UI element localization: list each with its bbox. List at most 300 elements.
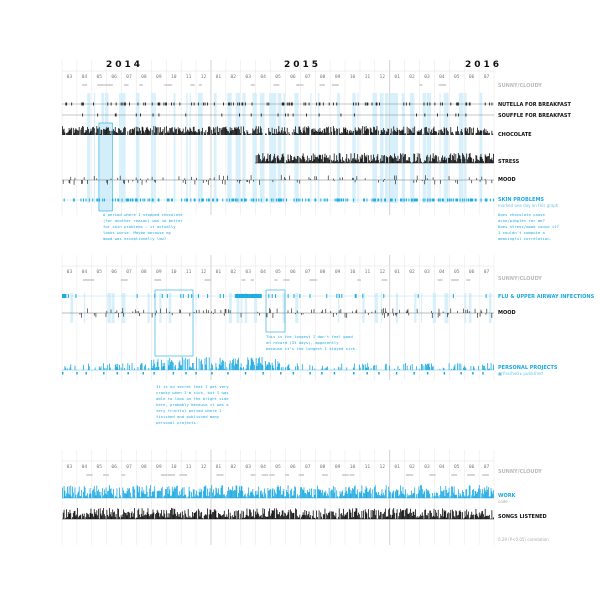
work-bar [283,489,284,498]
chocolate-bar [298,134,299,135]
songs-bar [482,511,483,519]
sunny-cloudy-mark [273,84,279,86]
projects-bar [141,363,142,370]
month-tick-label: 05 [453,465,460,470]
chocolate-bar [211,130,212,135]
chocolate-bar [159,133,160,135]
chocolate-bar [120,130,121,135]
projects-bar [101,366,102,370]
work-bar [111,493,112,498]
skin-mark [335,199,336,202]
mood-p2-bar [368,313,369,315]
work-bar [152,492,153,498]
songs-bar [450,513,451,519]
songs-bar [276,508,277,519]
work-bar [294,491,295,498]
songs-bar [88,514,89,519]
work-bar [95,492,96,498]
work-bar [227,491,228,498]
songs-bar [386,517,387,519]
month-tick-label: 06 [468,270,475,275]
chocolate-bar [346,132,347,135]
projects-bar [484,366,485,370]
skin-mark [242,199,243,202]
p1-label-skin: SKIN PROBLEMS [498,197,545,203]
songs-bar [426,515,427,519]
songs-bar [100,508,101,519]
stress-bar [465,159,466,163]
month-tick-label: 12 [379,75,386,80]
highlight-period [99,123,112,211]
work-bar [305,493,306,498]
chocolate-bar [388,129,389,135]
mood-p2-bar [273,313,274,318]
month-tick-label: 11 [185,465,192,470]
skin-mark [343,199,344,202]
work-bar [354,486,355,498]
mood-p2-bar [384,313,385,318]
chocolate-bar [363,134,364,135]
stress-bar [445,160,446,163]
work-bar [360,493,361,498]
chocolate-bar [79,127,80,135]
chocolate-bar [68,132,69,135]
chocolate-bar [481,131,482,135]
work-bar [376,492,377,498]
chocolate-bar [244,131,245,135]
skin-mark [372,199,373,202]
chocolate-bar [375,130,376,135]
flu-mark [167,294,168,298]
chocolate-bar [473,128,474,135]
work-bar [291,489,292,498]
projects-bar [169,365,170,370]
songs-bar [355,511,356,519]
work-bar [444,490,445,498]
flu-mark [339,294,340,298]
projects-finished-mark [227,372,228,375]
projects-bar [399,369,400,370]
songs-bar [195,512,196,519]
chocolate-bar [100,134,101,135]
chocolate-bar [259,133,260,135]
work-bar [451,486,452,498]
mood-p2-bar [94,313,95,316]
skin-mark [195,199,196,202]
projects-bar [83,365,84,370]
work-bar [85,488,86,498]
projects-bar [376,365,377,370]
mood-bar [117,178,118,180]
stress-bar [270,154,271,163]
songs-bar [323,514,324,519]
chocolate-bar [103,129,104,135]
work-bar [322,490,323,498]
projects-bar [302,364,303,370]
songs-bar [121,515,122,519]
projects-bar [464,365,465,370]
flu-mark [68,294,69,298]
month-tick-label: 12 [379,270,386,275]
nutella-mark [93,103,94,106]
songs-bar [245,517,246,519]
stress-bar [373,155,374,163]
stress-bar [314,159,315,163]
skin-mark [305,199,306,202]
skin-mark [451,199,452,202]
souffle-mark [261,114,262,117]
nutella-mark [456,103,457,106]
work-bar [486,492,487,498]
songs-bar [122,514,123,519]
projects-bar [88,364,89,370]
mood-bar [239,180,240,183]
work-bar [473,489,474,498]
sunny-cloudy-mark [482,474,489,476]
songs-bar [172,508,173,519]
nutella-mark [305,103,306,106]
mood-p2-bar [226,309,227,313]
mood-p2-bar [96,313,97,317]
projects-bar [268,365,269,370]
chocolate-bar [140,131,141,135]
mood-bar [132,180,133,182]
projects-bar [258,358,259,370]
mood-p2-bar [340,309,341,313]
chocolate-bar [325,129,326,135]
songs-bar [272,510,273,519]
stress-bar [486,156,487,163]
sunny-cloudy-mark [438,279,443,281]
work-bar [351,491,352,498]
songs-bar [473,514,474,519]
mood-bar [137,180,138,183]
stress-bar [394,153,395,163]
skin-mark [85,199,86,202]
work-bar [478,488,479,498]
chocolate-bar [108,127,109,135]
work-bar [429,491,430,498]
work-bar [445,486,446,498]
mood-p2-bar [393,309,394,313]
work-bar [403,494,404,498]
projects-finished-mark [413,372,414,375]
chocolate-bar [145,130,146,135]
highlight-stripe [433,293,436,323]
mood-p2-bar [224,313,225,316]
highlight-stripe [84,293,85,323]
chocolate-bar [93,127,94,135]
work-bar [471,495,472,498]
stress-bar [401,155,402,163]
skin-mark [281,199,282,202]
chocolate-bar [85,130,86,135]
stress-bar [389,156,390,163]
work-bar [379,495,380,498]
nutella-mark [166,103,167,106]
work-bar [359,492,360,498]
work-bar [252,489,253,498]
work-bar [337,496,338,498]
songs-bar [427,515,428,519]
chocolate-bar [312,129,313,135]
mood-bar [273,180,274,182]
work-bar [134,489,135,498]
stress-bar [293,160,294,163]
work-bar [257,491,258,498]
work-bar [143,490,144,498]
chocolate-bar [170,128,171,135]
songs-bar [146,515,147,519]
mood-p2-bar [408,309,409,313]
skin-mark [137,199,138,202]
songs-bar [163,510,164,519]
chocolate-bar [472,133,473,135]
projects-bar [459,364,460,370]
work-bar [419,486,420,498]
chocolate-bar [459,134,460,135]
skin-mark [320,199,321,202]
songs-bar [460,510,461,519]
projects-bar [211,364,212,370]
songs-bar [341,513,342,519]
chocolate-bar [309,128,310,135]
chocolate-bar [143,127,144,135]
chocolate-bar [73,128,74,135]
skin-mark [148,199,149,202]
chocolate-bar [292,132,293,135]
flu-mark [180,294,181,298]
stress-bar [464,156,465,163]
chocolate-bar [366,126,367,135]
stress-bar [416,161,417,163]
songs-bar [458,515,459,519]
work-bar [447,493,448,498]
chocolate-bar [142,127,143,135]
projects-bar [192,363,193,370]
chocolate-bar [197,132,198,135]
chocolate-bar [382,132,383,135]
chocolate-bar [162,131,163,135]
mood-bar [111,179,112,180]
chocolate-bar [119,129,120,135]
mood-bar [481,177,482,180]
songs-bar [465,511,466,519]
work-bar [144,494,145,498]
work-bar [149,489,150,498]
chocolate-bar [139,128,140,135]
p1-side-note-line: Does chocolate cause [498,212,545,217]
projects-bar [250,365,251,370]
month-tick-label: 05 [96,465,103,470]
songs-bar [409,513,410,519]
projects-bar [285,367,286,370]
chocolate-bar [303,128,304,135]
chocolate-bar [121,130,122,135]
songs-bar [488,516,489,519]
projects-bar [116,364,117,370]
chocolate-bar [413,128,414,135]
work-bar [341,492,342,498]
projects-bar [252,358,253,370]
work-bar [335,487,336,498]
stress-bar [300,158,301,163]
work-bar [129,488,130,498]
songs-bar [219,514,220,519]
nutella-mark [83,103,84,106]
projects-bar [221,365,222,370]
stress-bar [366,155,367,163]
songs-bar [430,511,431,519]
chocolate-bar [359,128,360,135]
projects-finished-mark [378,372,379,375]
projects-bar [398,366,399,370]
highlight-stripe [262,93,265,203]
chocolate-bar [465,128,466,135]
mood-p2-bar [325,309,326,313]
work-bar [205,485,206,498]
stress-bar [398,161,399,163]
songs-bar [223,514,224,519]
month-tick-label: 03 [66,465,73,470]
songs-bar [361,511,362,519]
songs-bar [310,515,311,519]
work-bar [212,493,213,498]
work-bar [320,490,321,498]
songs-bar [148,508,149,519]
work-bar [421,485,422,498]
work-bar [368,492,369,498]
chocolate-bar [114,131,115,135]
work-bar [79,487,80,498]
songs-bar [133,513,134,519]
projects-bar [140,365,141,370]
stress-bar [444,157,445,163]
songs-bar [164,514,165,519]
stress-bar [393,158,394,163]
work-bar [226,495,227,498]
projects-bar [324,369,325,370]
chocolate-bar [184,132,185,135]
work-bar [280,486,281,498]
songs-bar [247,508,248,519]
chocolate-bar [350,130,351,135]
chocolate-bar [283,133,284,135]
projects-bar [314,369,315,370]
songs-bar [313,510,314,519]
stress-bar [403,153,404,163]
songs-bar [417,516,418,519]
projects-bar [283,367,284,370]
projects-bar [189,359,190,370]
stress-bar [340,153,341,163]
sunny-cloudy-mark [179,474,187,476]
work-bar [207,489,208,498]
chocolate-bar [471,128,472,135]
chocolate-bar [452,132,453,135]
work-bar [423,494,424,498]
chocolate-bar [314,129,315,135]
songs-bar [402,510,403,519]
work-bar [75,495,76,498]
work-bar [398,490,399,498]
songs-bar [166,510,167,519]
skin-mark [236,199,237,202]
highlight-stripe [444,93,449,203]
chocolate-bar [462,132,463,135]
chocolate-bar [364,127,365,135]
chocolate-bar [115,127,116,135]
mood-bar [237,180,238,182]
songs-bar [397,509,398,519]
songs-bar [447,514,448,519]
work-bar [75,488,76,498]
projects-bar [281,367,282,370]
nutella-mark [429,103,430,106]
projects-bar [237,360,238,370]
work-bar [272,489,273,498]
work-bar [399,495,400,498]
songs-bar [177,512,178,519]
skin-mark [256,199,257,202]
chocolate-bar [194,127,195,135]
stress-bar [378,160,379,163]
month-tick-label: 09 [334,75,341,80]
stress-bar [304,159,305,163]
stress-bar [257,155,258,163]
chocolate-bar [235,128,236,135]
mood-bar [206,180,207,182]
chocolate-bar [116,132,117,135]
work-bar [439,495,440,498]
mood-p2-bar [288,310,289,313]
songs-bar [92,514,93,519]
stress-bar [471,157,472,163]
projects-bar [257,363,258,370]
nutella-mark [111,103,112,106]
songs-bar [162,516,163,519]
songs-bar [83,516,84,519]
projects-finished-mark [427,372,428,375]
chocolate-bar [299,127,300,135]
highlight-stripe [283,93,285,203]
skin-mark [172,199,173,202]
work-bar [487,490,488,498]
stress-bar [321,159,322,163]
work-bar [351,494,352,498]
work-bar [340,491,341,498]
month-tick-label: 07 [483,75,490,80]
p2-note-b-line: It is no secret that I get very [156,384,229,389]
songs-bar [80,515,81,519]
stress-bar [294,157,295,163]
projects-bar [161,360,162,370]
projects-bar [231,363,232,370]
souffle-mark [340,114,341,117]
work-bar [199,492,200,498]
songs-bar [91,514,92,519]
songs-bar [380,512,381,519]
songs-bar [248,516,249,519]
stress-bar [283,157,284,163]
projects-bar [259,357,260,370]
chocolate-bar [196,132,197,135]
mood-bar [285,179,286,180]
projects-bar [487,363,488,370]
songs-bar [476,514,477,519]
work-bar [436,492,437,498]
songs-bar [407,508,408,519]
